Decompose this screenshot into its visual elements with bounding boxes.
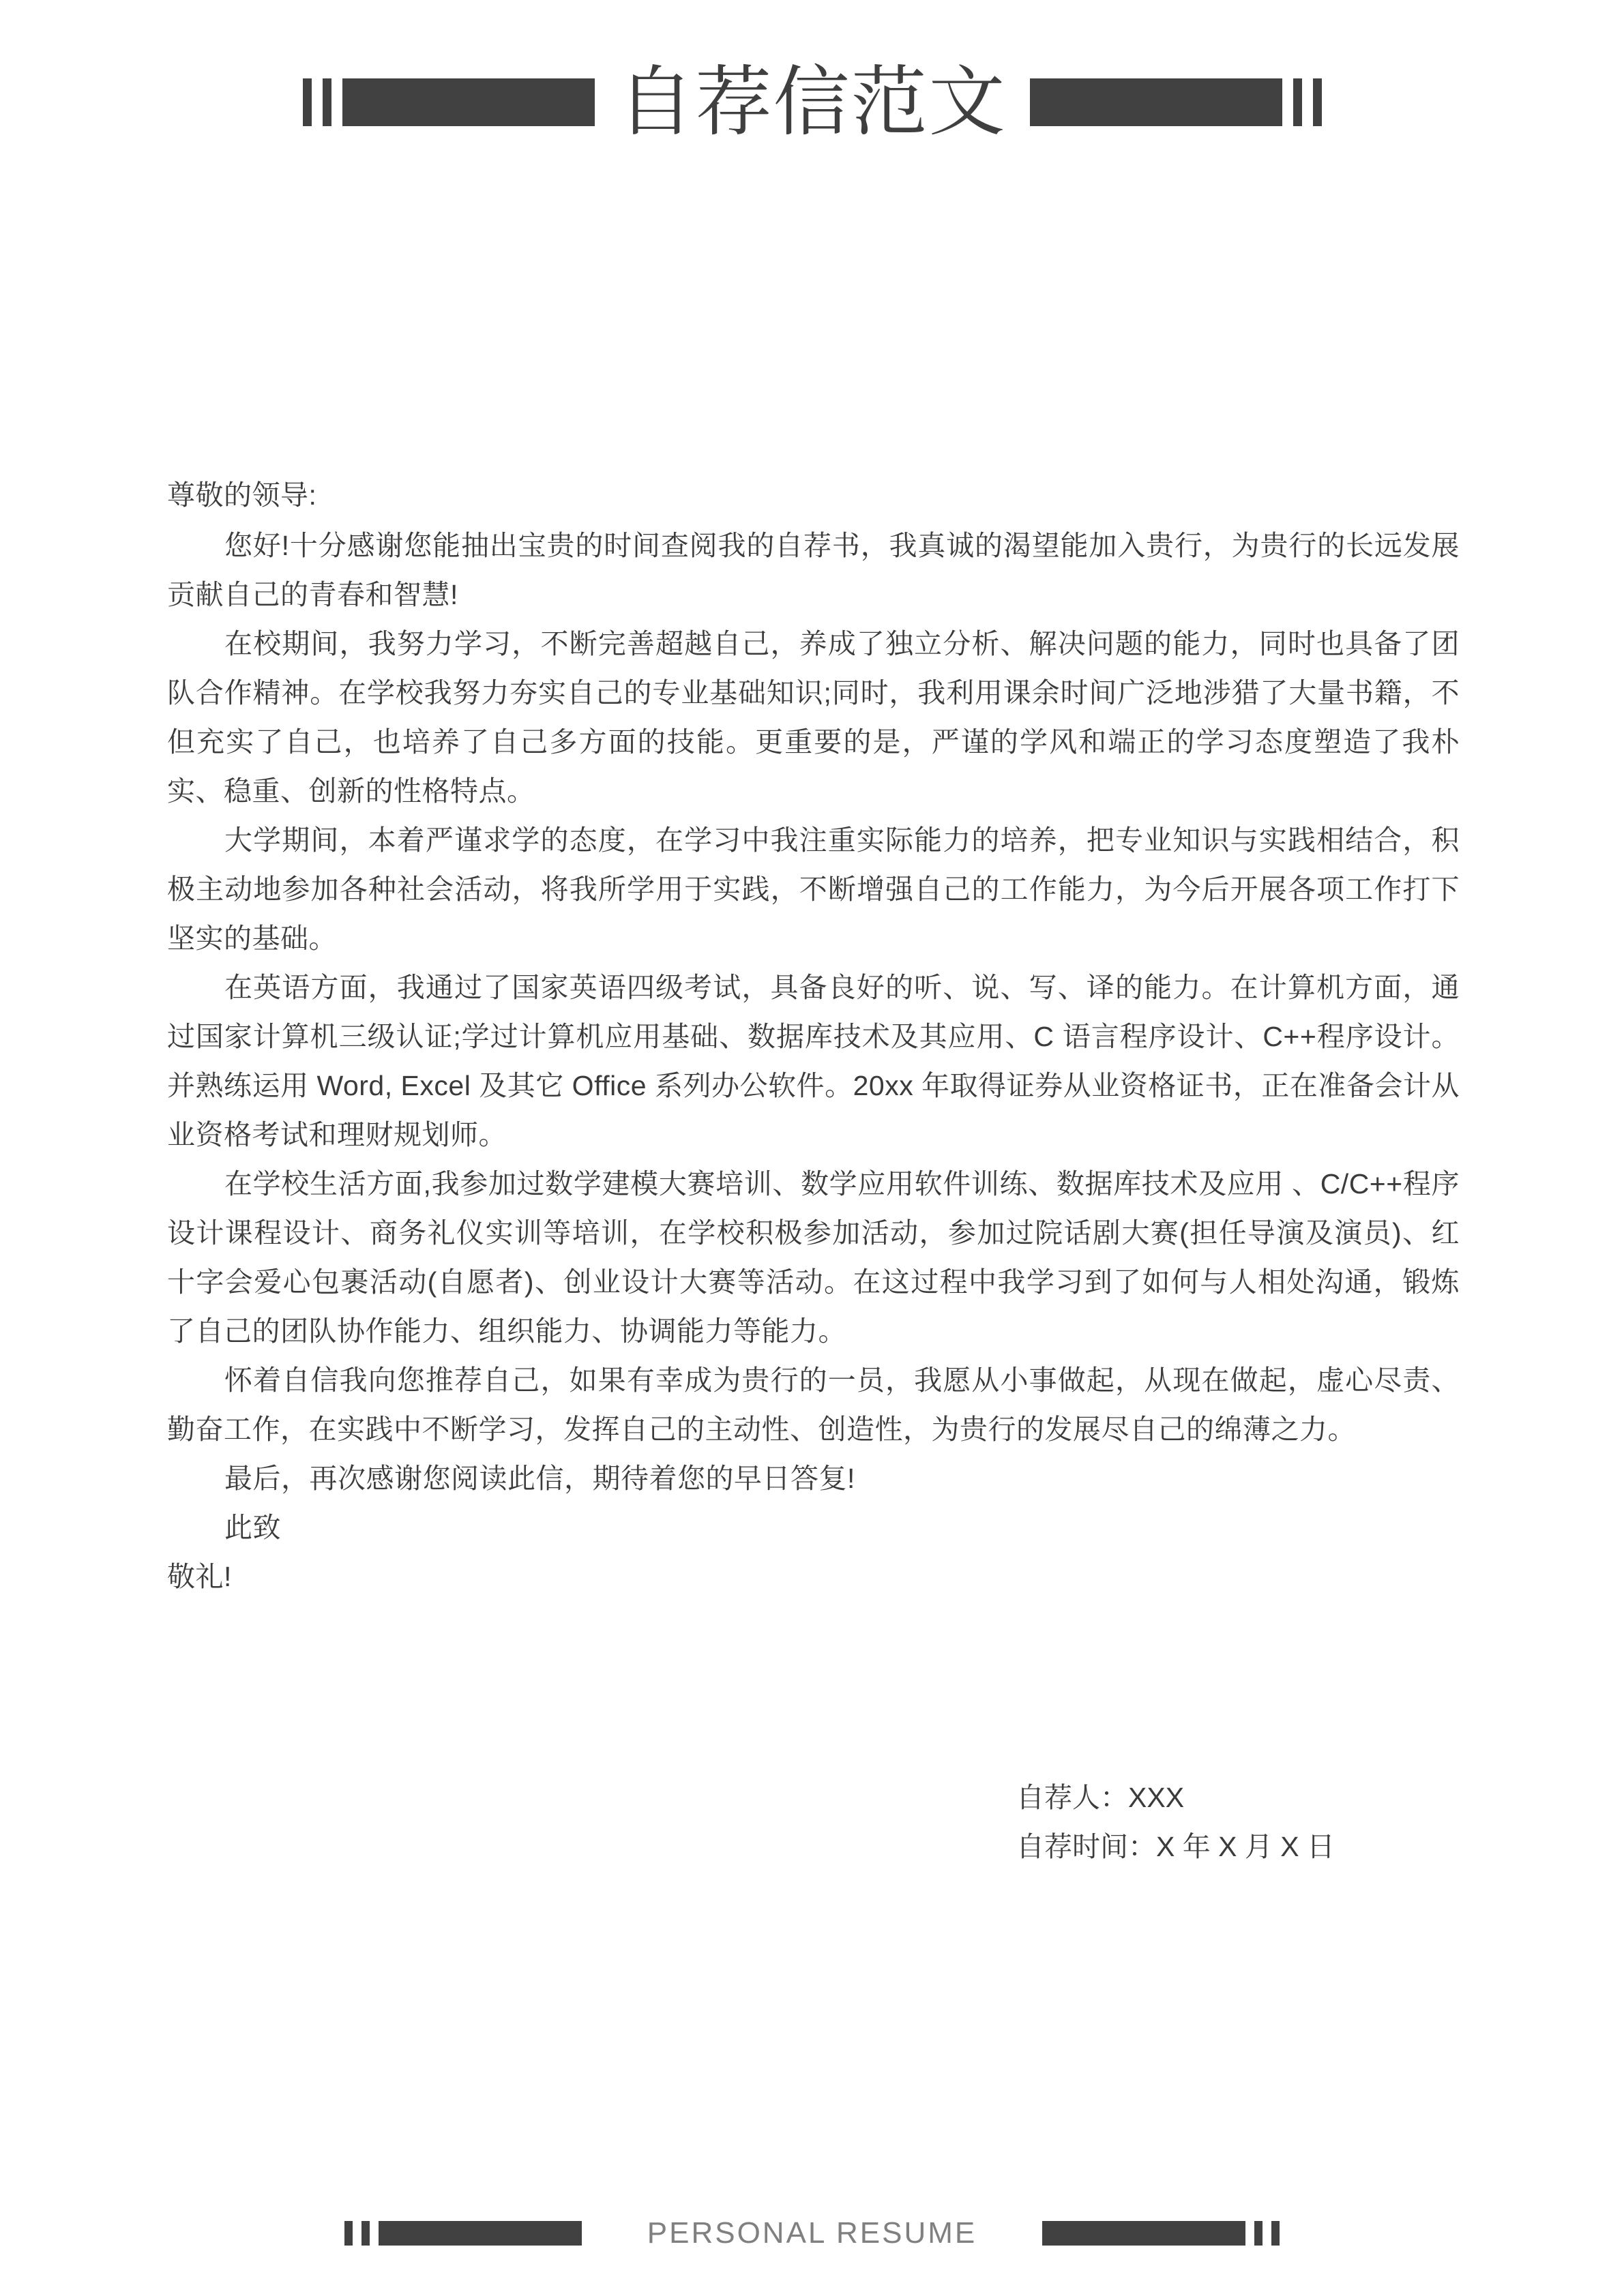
decoration-gap: [312, 78, 323, 126]
decoration-gap: [331, 78, 342, 126]
letter-closing-salute: 敬礼!: [167, 1561, 232, 1592]
signature-date: 自荐时间：X 年 X 月 X 日: [1016, 1831, 1335, 1862]
decoration-bar-thick: [379, 2221, 582, 2246]
decoration-gap: [1302, 78, 1313, 126]
signature-name: 自荐人：XXX: [1016, 1782, 1185, 1813]
letter-paragraph: 您好!十分感谢您能抽出宝贵的时间查阅我的自荐书，我真诚的渴望能加入贵行，为贵行的长远发展贡献自己的青春和智慧!: [167, 530, 1460, 610]
page-title: 自荐信范文: [617, 59, 1007, 145]
letter-paragraph: 在校期间，我努力学习，不断完善超越自己，养成了独立分析、解决问题的能力，同时也具备了团队合作精神。在学校我努力夯实自己的专业基础知识;同时，我利用课余时间广泛地涉猎了大量书籍，不但充实了自己，也培养了自己多方面的技能。更重要的是，严谨的学风和端正的学习态度塑造了我朴实、稳重、创新的性格特点。: [167, 628, 1460, 807]
decoration-bar-thick: [342, 78, 595, 126]
decoration-bar-thin: [1271, 2221, 1280, 2246]
footer-title: PERSONAL RESUME: [647, 2216, 977, 2250]
header-decoration-left: [303, 78, 595, 126]
decoration-gap: [353, 2221, 361, 2246]
page-footer: [0, 2213, 1624, 2254]
decoration-bar-thick: [1042, 2221, 1245, 2246]
decoration-bar-thin: [323, 78, 331, 126]
decoration-bar-thin: [303, 78, 312, 126]
decoration-bar-thin: [1313, 78, 1322, 126]
letter-paragraph: 在学校生活方面,我参加过数学建模大赛培训、数学应用软件训练、数据库技术及应用 、C/C++程序设计课程设计、商务礼仪实训等培训，在学校积极参加活动，参加过院话剧大赛(担任导演及演员)、红十字会爱心包裹活动(自愿者)、创业设计大赛等活动。在这过程中我学习到了如何与人相处沟通，锻炼了自己的团队协作能力、组织能力、协调能力等能力。: [167, 1168, 1460, 1347]
decoration-bar-thick: [1030, 78, 1282, 126]
decoration-bar-thin: [361, 2221, 370, 2246]
page-header: [0, 0, 1624, 205]
letter-body: [167, 471, 1460, 1601]
letter-closing-respect: 此致: [224, 1512, 281, 1543]
footer-decoration-right: [1042, 2209, 1280, 2257]
decoration-gap: [370, 2221, 379, 2246]
letter-paragraph: 怀着自信我向您推荐自己，如果有幸成为贵行的一员，我愿从小事做起，从现在做起，虚心尽责、勤奋工作，在实践中不断学习，发挥自己的主动性、创造性，为贵行的发展尽自己的绵薄之力。: [167, 1365, 1460, 1445]
letter-paragraph: 大学期间，本着严谨求学的态度，在学习中我注重实际能力的培养，把专业知识与实践相结合，积极主动地参加各种社会活动，将我所学用于实践，不断增强自己的工作能力，为今后开展各项工作打下坚实的基础。: [167, 824, 1460, 954]
decoration-bar-thin: [1254, 2221, 1263, 2246]
decoration-gap: [1245, 2221, 1254, 2246]
letter-salutation: 尊敬的领导:: [167, 479, 317, 511]
letter-paragraph: 在英语方面，我通过了国家英语四级考试，具备良好的听、说、写、译的能力。在计算机方面，通过国家计算机三级认证;学过计算机应用基础、数据库技术及其应用、C 语言程序设计、C++程序设计。并熟练运用 Word, Excel 及其它 Office 系列办公软件。20xx 年取得证券从业资格证书，正在准备会计从业资格考试和理财规划师。: [167, 972, 1460, 1150]
decoration-bar-thin: [344, 2221, 353, 2246]
header-decoration-right: [1030, 78, 1322, 126]
signature-block: [1016, 1773, 1453, 1871]
decoration-gap: [1263, 2221, 1271, 2246]
decoration-bar-thin: [1293, 78, 1302, 126]
decoration-gap: [1282, 78, 1293, 126]
footer-decoration-left: [344, 2209, 582, 2257]
letter-paragraph: 最后，再次感谢您阅读此信，期待着您的早日答复!: [224, 1463, 855, 1494]
